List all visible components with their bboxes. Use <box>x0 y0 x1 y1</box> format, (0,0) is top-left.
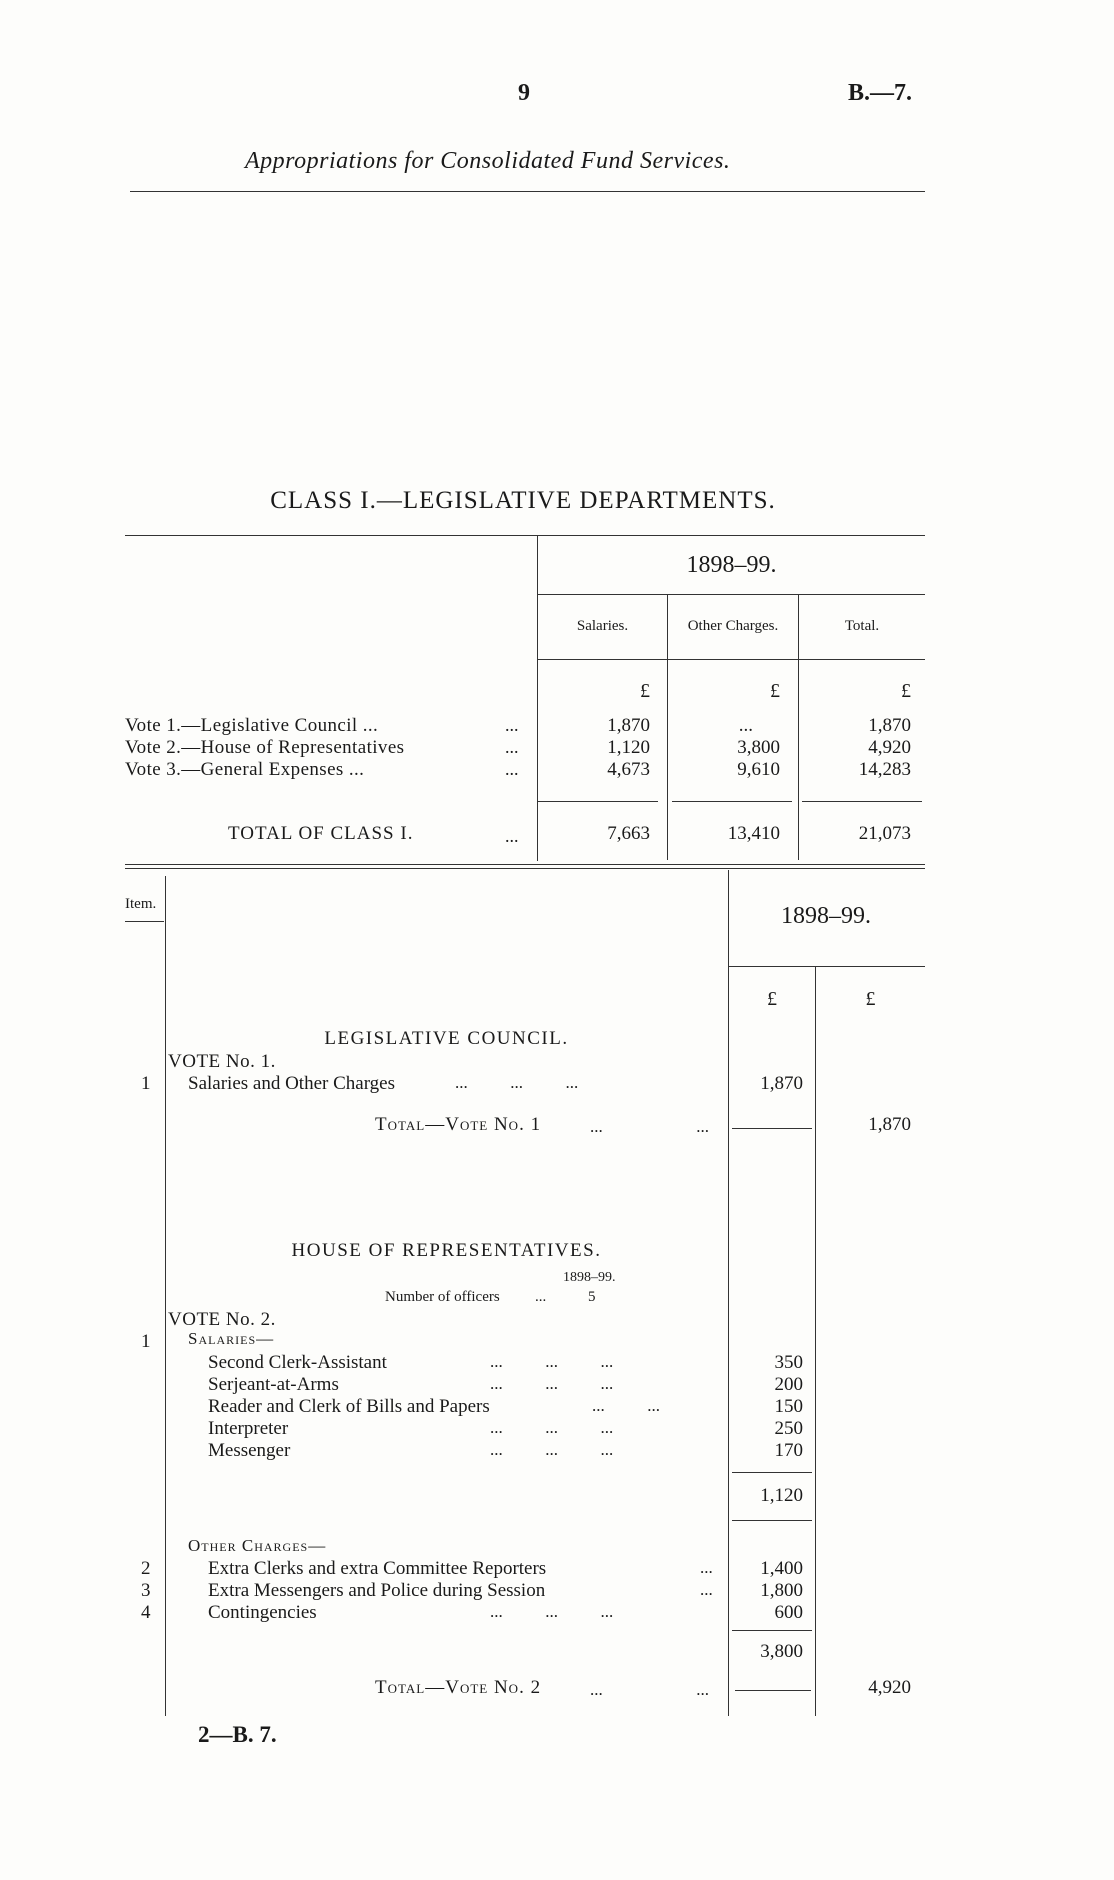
summary-total-other: 13,410 <box>727 823 780 844</box>
other-line-dots: ... <box>700 1558 713 1577</box>
summary-row-salaries: 4,673 <box>607 759 650 780</box>
other-line-item: 3 <box>141 1580 151 1601</box>
house-heading: HOUSE OF REPRESENTATIVES. <box>291 1240 602 1261</box>
summary-row-salaries: 1,870 <box>607 715 650 736</box>
other-line-item: 2 <box>141 1558 151 1579</box>
detail-sub-column-divider <box>815 967 816 1716</box>
detail-currency-inner: £ <box>767 988 777 1010</box>
summary-currency-salaries: £ <box>640 680 650 702</box>
summary-row-salaries: 1,120 <box>607 737 650 758</box>
house-officers-count: 5 <box>588 1289 596 1305</box>
summary-row-total: 4,920 <box>868 737 911 758</box>
council-item-number: 1 <box>141 1073 151 1094</box>
other-line-dots: ... ... ... <box>490 1602 614 1621</box>
item-column-header: Item. <box>125 896 157 912</box>
summary-row-dots: ... <box>505 737 519 757</box>
salary-line-amount: 200 <box>774 1374 803 1395</box>
summary-year: 1898–99. <box>686 552 777 578</box>
house-officers-year: 1898–99. <box>563 1270 616 1285</box>
summary-total-rule-1 <box>538 801 658 802</box>
summary-total-rule-3 <box>802 801 922 802</box>
salaries-subtotal: 1,120 <box>760 1485 803 1506</box>
summary-bottom-rule-2 <box>125 868 925 869</box>
detail-currency-outer: £ <box>865 988 876 1010</box>
header-rule <box>130 191 925 192</box>
summary-bottom-rule-1 <box>125 864 925 865</box>
summary-col-other: Other Charges. <box>687 618 779 634</box>
other-line-amount: 600 <box>774 1602 803 1623</box>
document-reference: B.—7. <box>848 80 913 106</box>
salary-line-label: Second Clerk-Assistant <box>208 1352 387 1373</box>
council-total-amount: 1,870 <box>868 1114 911 1135</box>
signature-mark: 2—B. 7. <box>198 1722 277 1747</box>
summary-header-rule <box>538 659 925 660</box>
salary-line-dots: ... ... ... <box>490 1418 614 1437</box>
item-header-rule <box>125 921 164 922</box>
summary-top-rule <box>125 535 925 536</box>
salary-line-label: Interpreter <box>208 1418 289 1439</box>
house-total-label: Total—Vote No. 2 <box>375 1677 542 1698</box>
summary-row-label: Vote 2.—House of Representatives <box>125 737 405 758</box>
council-subtotal-rule <box>732 1128 812 1129</box>
salary-line-label: Reader and Clerk of Bills and Papers <box>208 1396 490 1417</box>
summary-col-salaries: Salaries. <box>576 618 629 634</box>
other-line-amount: 1,800 <box>760 1580 803 1601</box>
summary-title: CLASS I.—LEGISLATIVE DEPARTMENTS. <box>270 487 776 514</box>
summary-row-other: ... <box>738 715 753 736</box>
summary-row-label: Vote 1.—Legislative Council ... <box>125 715 379 736</box>
council-heading: LEGISLATIVE COUNCIL. <box>324 1028 569 1049</box>
item-column-divider <box>165 876 166 1716</box>
other-subtotal-rule <box>732 1630 812 1631</box>
summary-row-dots: ... <box>505 715 519 735</box>
detail-year-rule <box>729 966 925 967</box>
other-line-amount: 1,400 <box>760 1558 803 1579</box>
salary-line-dots: ... ... ... <box>490 1352 614 1371</box>
salary-line-label: Serjeant-at-Arms <box>208 1374 339 1395</box>
salary-line-dots: ... ... <box>592 1396 660 1415</box>
summary-total-total: 21,073 <box>858 823 911 844</box>
page-number: 9 <box>518 80 530 106</box>
summary-col-total: Total. <box>844 618 880 634</box>
other-line-label: Extra Clerks and extra Committee Reporters <box>208 1558 547 1579</box>
house-salaries-item: 1 <box>141 1331 151 1352</box>
house-officers-label: Number of officers <box>385 1289 500 1305</box>
house-salaries-label: Salaries— <box>188 1329 275 1348</box>
council-line-dots: ... ... ... <box>455 1073 579 1092</box>
house-total-amount: 4,920 <box>868 1677 911 1698</box>
council-line-amount: 1,870 <box>760 1073 803 1094</box>
summary-row-other: 9,610 <box>737 759 780 780</box>
other-line-dots: ... <box>700 1580 713 1599</box>
salaries-subtotal-rule-bottom <box>732 1520 812 1521</box>
summary-total-dots: ... <box>505 826 519 846</box>
detail-year: 1898–99. <box>781 903 871 929</box>
house-total-dots: ... ... <box>590 1680 709 1699</box>
other-line-item: 4 <box>141 1602 151 1623</box>
summary-row-dots: ... <box>505 759 519 779</box>
summary-year-rule <box>538 594 925 595</box>
council-total-label: Total—Vote No. 1 <box>375 1114 542 1135</box>
page-subtitle: Appropriations for Consolidated Fund Services. <box>245 148 731 174</box>
salary-line-dots: ... ... ... <box>490 1440 614 1459</box>
salary-line-amount: 170 <box>774 1440 803 1461</box>
summary-row-total: 1,870 <box>868 715 911 736</box>
summary-total-label: TOTAL OF CLASS I. <box>228 823 414 844</box>
salaries-subtotal-rule-top <box>732 1472 812 1473</box>
salary-line-amount: 350 <box>774 1352 803 1373</box>
house-total-rule <box>735 1690 811 1691</box>
summary-total-salaries: 7,663 <box>607 823 650 844</box>
other-line-label: Extra Messengers and Police during Session <box>208 1580 546 1601</box>
council-total-dots: ... ... <box>590 1117 709 1136</box>
summary-currency-other: £ <box>770 680 780 702</box>
summary-row-total: 14,283 <box>858 759 911 780</box>
other-line-label: Contingencies <box>208 1602 317 1623</box>
council-line-label: Salaries and Other Charges <box>188 1073 396 1094</box>
other-subtotal: 3,800 <box>760 1641 803 1662</box>
summary-total-rule-2 <box>672 801 792 802</box>
house-other-label: Other Charges— <box>188 1536 327 1555</box>
summary-row-other: 3,800 <box>737 737 780 758</box>
salary-line-label: Messenger <box>208 1440 291 1461</box>
house-vote: VOTE No. 2. <box>168 1309 276 1330</box>
salary-line-dots: ... ... ... <box>490 1374 614 1393</box>
summary-currency-total: £ <box>901 680 911 702</box>
council-vote: VOTE No. 1. <box>168 1051 276 1072</box>
salary-line-amount: 150 <box>774 1396 803 1417</box>
salary-line-amount: 250 <box>774 1418 803 1439</box>
summary-row-label: Vote 3.—General Expenses ... <box>125 759 365 780</box>
house-officers-dots: ... <box>535 1289 547 1305</box>
